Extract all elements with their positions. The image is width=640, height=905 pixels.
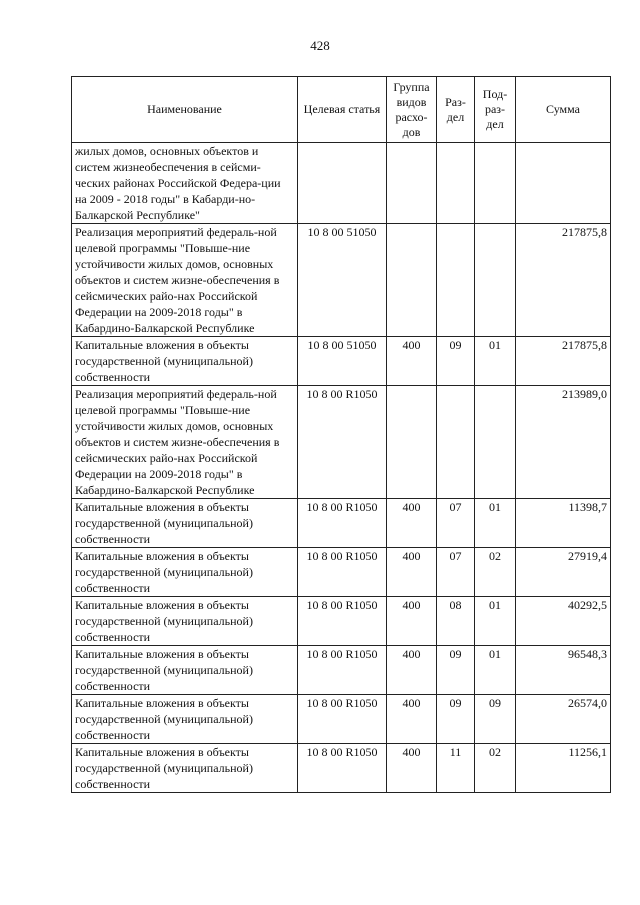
cell-group: 400 bbox=[387, 695, 437, 744]
cell-section: 07 bbox=[437, 548, 475, 597]
cell-amount: 217875,8 bbox=[516, 337, 611, 386]
cell-section: 07 bbox=[437, 499, 475, 548]
cell-subsection: 09 bbox=[475, 695, 516, 744]
cell-target: 10 8 00 R1050 bbox=[298, 744, 387, 793]
cell-section: 11 bbox=[437, 744, 475, 793]
cell-subsection: 01 bbox=[475, 499, 516, 548]
cell-amount: 11398,7 bbox=[516, 499, 611, 548]
cell-subsection: 02 bbox=[475, 744, 516, 793]
table-row bbox=[72, 143, 611, 224]
cell-group bbox=[387, 386, 437, 499]
cell-name: Реализация мероприятий федераль-ной целевой программы "Повыше-ние устойчивости жилых домов, основных объектов и систем жизне-обеспечения в сейсмических райо-нах Российской Федерации на 2009-2018 годы" в Кабардино-Балкарской Республике bbox=[72, 386, 298, 499]
table-row bbox=[72, 548, 611, 597]
cell-section: 09 bbox=[437, 695, 475, 744]
cell-name: Капитальные вложения в объекты государственной (муниципальной) собственности bbox=[72, 337, 298, 386]
cell-target: 10 8 00 51050 bbox=[298, 337, 387, 386]
cell-amount: 96548,3 bbox=[516, 646, 611, 695]
cell-subsection bbox=[475, 386, 516, 499]
cell-name: Капитальные вложения в объекты государственной (муниципальной) собственности bbox=[72, 548, 298, 597]
cell-target bbox=[298, 143, 387, 224]
cell-subsection: 01 bbox=[475, 337, 516, 386]
cell-target: 10 8 00 R1050 bbox=[298, 695, 387, 744]
cell-group: 400 bbox=[387, 597, 437, 646]
table-row bbox=[72, 646, 611, 695]
cell-amount: 11256,1 bbox=[516, 744, 611, 793]
header-subsection: Под-раз-дел bbox=[475, 77, 516, 143]
cell-section: 09 bbox=[437, 337, 475, 386]
cell-group: 400 bbox=[387, 499, 437, 548]
cell-section: 08 bbox=[437, 597, 475, 646]
cell-target: 10 8 00 R1050 bbox=[298, 646, 387, 695]
cell-target: 10 8 00 R1050 bbox=[298, 597, 387, 646]
table-row bbox=[72, 744, 611, 793]
header-name: Наименование bbox=[72, 77, 298, 143]
cell-subsection: 02 bbox=[475, 548, 516, 597]
cell-name: Капитальные вложения в объекты государственной (муниципальной) собственности bbox=[72, 744, 298, 793]
cell-subsection: 01 bbox=[475, 646, 516, 695]
cell-amount: 40292,5 bbox=[516, 597, 611, 646]
cell-group bbox=[387, 224, 437, 337]
cell-name: Капитальные вложения в объекты государственной (муниципальной) собственности bbox=[72, 597, 298, 646]
header-section: Раз-дел bbox=[437, 77, 475, 143]
cell-group: 400 bbox=[387, 548, 437, 597]
cell-group: 400 bbox=[387, 744, 437, 793]
cell-amount: 213989,0 bbox=[516, 386, 611, 499]
cell-name: жилых домов, основных объектов и систем жизнеобеспечения в сейсми-ческих районах Российской Федера-ции на 2009 - 2018 годы" в Кабарди-но-Балкарской Республике" bbox=[72, 143, 298, 224]
table-row bbox=[72, 597, 611, 646]
cell-target: 10 8 00 R1050 bbox=[298, 548, 387, 597]
cell-target: 10 8 00 R1050 bbox=[298, 499, 387, 548]
cell-group: 400 bbox=[387, 646, 437, 695]
cell-amount: 217875,8 bbox=[516, 224, 611, 337]
cell-section bbox=[437, 143, 475, 224]
cell-subsection: 01 bbox=[475, 597, 516, 646]
cell-subsection bbox=[475, 224, 516, 337]
cell-subsection bbox=[475, 143, 516, 224]
cell-target: 10 8 00 R1050 bbox=[298, 386, 387, 499]
cell-group: 400 bbox=[387, 337, 437, 386]
budget-table bbox=[71, 76, 611, 793]
table-row bbox=[72, 695, 611, 744]
table-row bbox=[72, 337, 611, 386]
cell-group bbox=[387, 143, 437, 224]
cell-amount: 27919,4 bbox=[516, 548, 611, 597]
header-group: Группа видов расхо-дов bbox=[387, 77, 437, 143]
cell-section bbox=[437, 386, 475, 499]
cell-name: Капитальные вложения в объекты государственной (муниципальной) собственности bbox=[72, 695, 298, 744]
header-amount: Сумма bbox=[516, 77, 611, 143]
cell-name: Реализация мероприятий федераль-ной целевой программы "Повыше-ние устойчивости жилых домов, основных объектов и систем жизне-обеспечения в сейсмических райо-нах Российской Федерации на 2009-2018 годы" в Кабардино-Балкарской Республике bbox=[72, 224, 298, 337]
header-target: Целевая статья bbox=[298, 77, 387, 143]
table-row bbox=[72, 386, 611, 499]
cell-target: 10 8 00 51050 bbox=[298, 224, 387, 337]
cell-amount bbox=[516, 143, 611, 224]
cell-name: Капитальные вложения в объекты государственной (муниципальной) собственности bbox=[72, 646, 298, 695]
cell-amount: 26574,0 bbox=[516, 695, 611, 744]
page-number: 428 bbox=[310, 38, 330, 53]
table-row bbox=[72, 499, 611, 548]
table-header bbox=[72, 77, 611, 143]
cell-section bbox=[437, 224, 475, 337]
cell-section: 09 bbox=[437, 646, 475, 695]
table-row bbox=[72, 224, 611, 337]
cell-name: Капитальные вложения в объекты государственной (муниципальной) собственности bbox=[72, 499, 298, 548]
